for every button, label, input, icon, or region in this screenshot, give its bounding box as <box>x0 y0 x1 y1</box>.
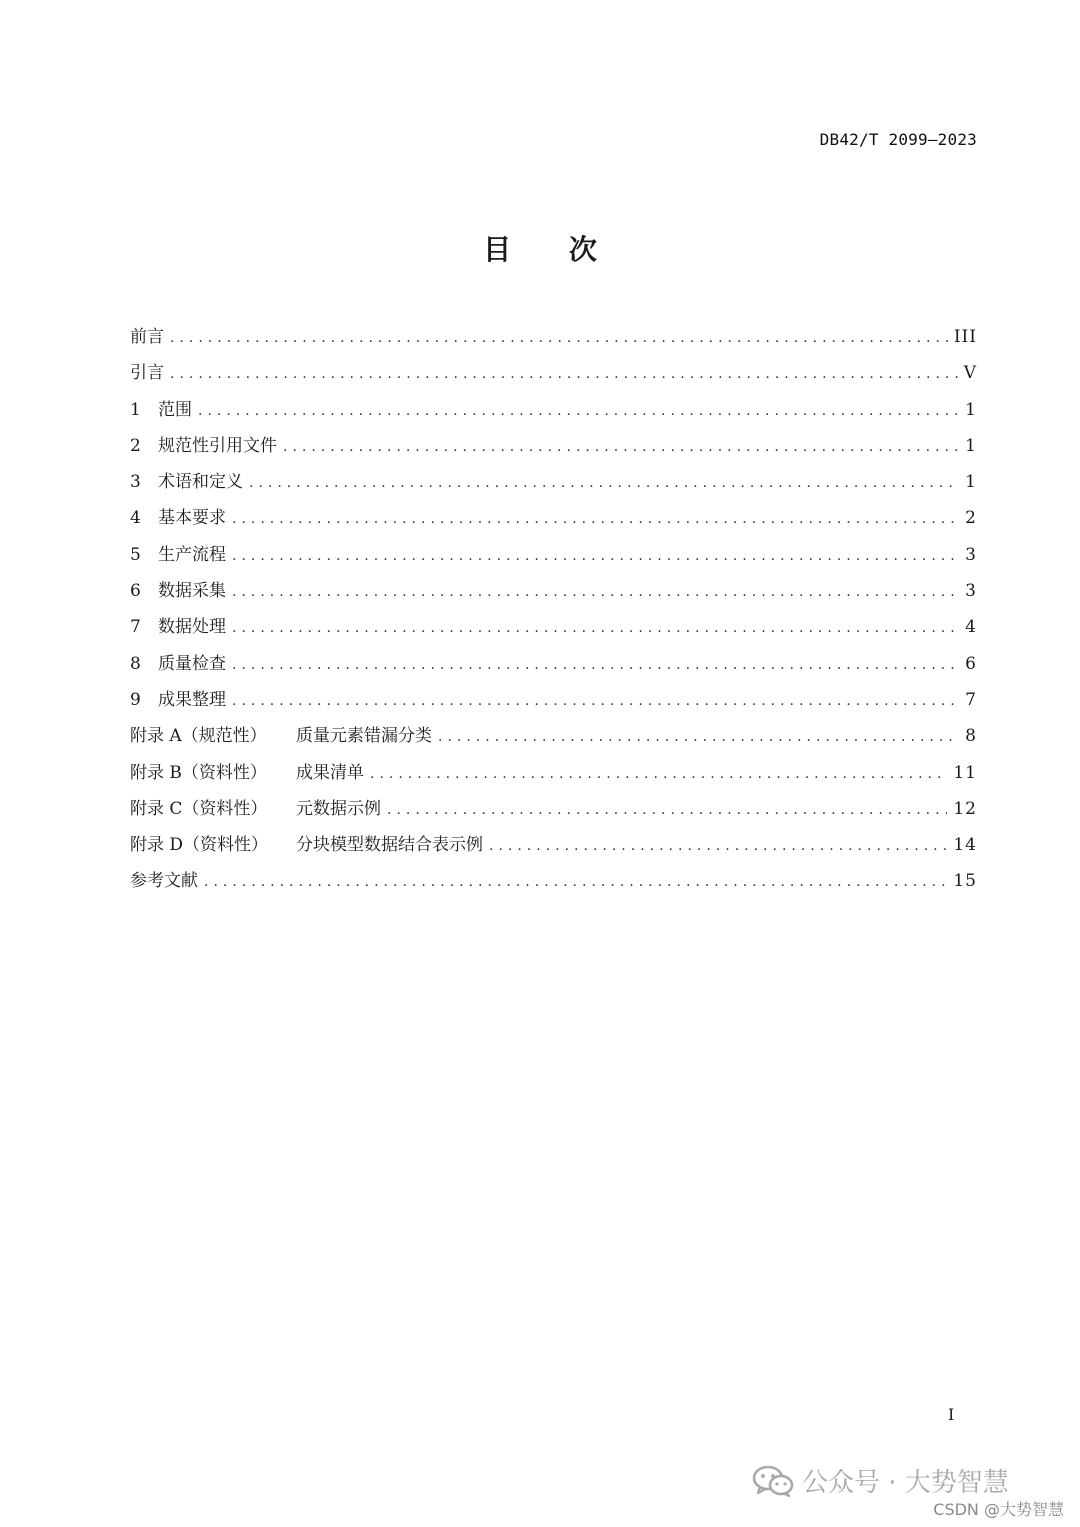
toc-entry[interactable] <box>130 794 977 830</box>
toc-entry-label: 前言 <box>130 327 164 347</box>
toc-entry-label: 数据采集 <box>158 581 226 602</box>
watermark-text: 公众号 · 大势智慧 <box>802 1468 1009 1498</box>
toc-entry-number: 3 <box>130 472 141 493</box>
toc-entry[interactable] <box>130 830 977 866</box>
toc-leader-dots <box>249 475 959 491</box>
toc-entry-number: 5 <box>130 544 141 565</box>
toc-leader-dots <box>283 439 959 455</box>
toc-leader-dots <box>198 403 959 419</box>
toc-leader-dots <box>232 548 959 564</box>
toc-leader-dots <box>370 766 947 782</box>
toc-entry-number: 4 <box>130 508 141 529</box>
toc-leader-dots <box>170 330 948 346</box>
toc-entry[interactable] <box>130 649 977 685</box>
toc-entry[interactable] <box>130 758 977 794</box>
toc-leader-dots <box>232 657 959 673</box>
toc-leader-dots <box>232 620 959 636</box>
toc-entry-number: 8 <box>130 653 141 674</box>
toc-entry-page: 1 <box>965 399 977 420</box>
toc-entry-number: 9 <box>130 689 141 710</box>
page-number: I <box>948 1405 955 1424</box>
toc-leader-dots <box>232 693 959 709</box>
toc-entry[interactable] <box>130 322 977 358</box>
toc-entry-number: 附录 D（资料性） <box>130 835 269 856</box>
toc-entry-number: 1 <box>130 399 141 420</box>
toc-entry[interactable] <box>130 467 977 503</box>
toc-entry-label: 基本要求 <box>158 508 226 529</box>
toc-entry-label: 质量元素错漏分类 <box>296 726 432 747</box>
toc-entry-label: 数据处理 <box>158 617 226 638</box>
toc-entry-number: 2 <box>130 435 141 456</box>
toc-entry-page: 8 <box>965 726 977 747</box>
toc-leader-dots <box>387 802 947 818</box>
toc-entry-label: 成果清单 <box>296 762 364 783</box>
toc-entry-number: 附录 C（资料性） <box>130 798 268 819</box>
toc-entry-label: 元数据示例 <box>296 798 381 819</box>
wechat-icon <box>752 1465 794 1497</box>
toc-entry-number: 6 <box>130 581 141 602</box>
toc-entry[interactable] <box>130 721 977 757</box>
toc-entry-page: 3 <box>965 581 977 602</box>
toc-entry[interactable] <box>130 395 977 431</box>
toc-entry-number: 附录 B（资料性） <box>130 762 267 783</box>
toc-entry[interactable] <box>130 576 977 612</box>
toc-entry-label: 质量检查 <box>158 653 226 674</box>
toc-leader-dots <box>232 584 959 600</box>
toc-entry-page: 1 <box>965 472 977 493</box>
toc-entry-page: 6 <box>965 653 977 674</box>
toc-entry-label: 术语和定义 <box>158 472 243 493</box>
toc-entry-label: 成果整理 <box>158 689 226 710</box>
toc-entry[interactable] <box>130 503 977 539</box>
toc-entry-page: III <box>953 327 977 347</box>
toc-entry-label: 生产流程 <box>158 544 226 565</box>
toc-entry-page: 15 <box>953 871 977 892</box>
toc-entry-page: 11 <box>953 762 977 783</box>
wechat-watermark <box>752 1462 1009 1499</box>
toc-leader-dots <box>170 366 958 382</box>
toc-entry-label: 范围 <box>158 399 192 420</box>
toc-leader-dots <box>232 511 959 527</box>
toc-entry-label: 分块模型数据结合表示例 <box>296 835 483 856</box>
toc-leader-dots <box>489 838 947 854</box>
toc-entry-page: 2 <box>965 508 977 529</box>
toc-entry-label: 规范性引用文件 <box>158 435 277 456</box>
toc-entry[interactable] <box>130 866 977 902</box>
toc-entry[interactable] <box>130 540 977 576</box>
toc-list <box>130 322 977 903</box>
csdn-watermark: CSDN @大势智慧 <box>933 1500 1064 1519</box>
toc-entry[interactable] <box>130 431 977 467</box>
toc-entry[interactable] <box>130 685 977 721</box>
toc-entry-page: 1 <box>965 435 977 456</box>
toc-entry-page: V <box>963 363 977 384</box>
toc-title: 目 次 <box>483 233 621 266</box>
toc-entry-number: 附录 A（规范性） <box>130 726 267 747</box>
toc-entry-page: 14 <box>953 835 977 856</box>
toc-entry[interactable] <box>130 612 977 648</box>
document-code: DB42/T 2099—2023 <box>819 130 977 149</box>
toc-entry-label: 引言 <box>130 363 164 384</box>
toc-entry-page: 12 <box>953 798 977 819</box>
toc-entry-number: 7 <box>130 617 141 638</box>
toc-entry-page: 4 <box>965 617 977 638</box>
toc-entry[interactable] <box>130 358 977 394</box>
toc-leader-dots <box>204 874 947 890</box>
toc-entry-page: 7 <box>965 689 977 710</box>
toc-leader-dots <box>438 729 959 745</box>
toc-entry-label: 参考文献 <box>130 871 198 892</box>
toc-entry-page: 3 <box>965 544 977 565</box>
